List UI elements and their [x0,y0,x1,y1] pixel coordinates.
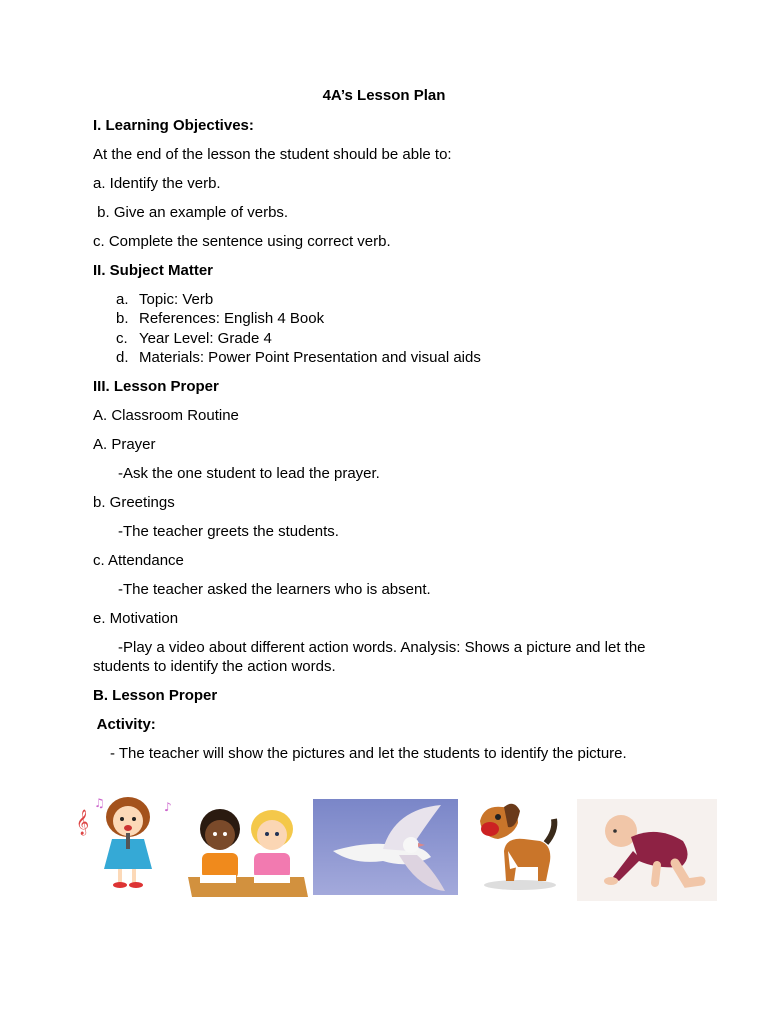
lesson-proper-heading: III. Lesson Proper [93,378,219,395]
barking-dog-image [474,801,564,893]
svg-text:♫: ♫ [94,796,105,810]
crawling-baby-image [577,799,717,901]
subject-matter-item [116,290,213,309]
greetings-heading: b. Greetings [93,494,175,511]
list-text: Year Level: Grade 4 [139,330,272,347]
svg-text:𝄞: 𝄞 [76,810,90,835]
attendance-text: -The teacher asked the learners who is absent. [118,581,431,598]
list-marker: d. [116,349,129,366]
subject-matter-heading: II. Subject Matter [93,262,214,279]
list-text: References: English 4 Book [139,310,325,327]
objective-item: c. Complete the sentence using correct verb. [93,233,391,250]
greetings-text: -The teacher greets the students. [118,523,339,540]
classroom-routine: A. Classroom Routine [93,407,239,424]
subject-matter-item [116,309,324,328]
subject-matter-item [116,329,272,348]
list-marker: b. [116,310,129,327]
picture-strip [0,785,768,910]
list-text: Materials: Power Point Presentation and visual aids [139,349,481,366]
writing-kids-image [188,803,308,899]
list-marker: c. [116,330,128,347]
subject-matter-item [116,348,481,367]
activity-text: - The teacher will show the pictures and let the students to identify the picture. [110,745,627,762]
lesson-proper-b-heading: B. Lesson Proper [93,687,218,704]
singing-girl-image [74,787,178,891]
objective-item: a. Identify the verb. [93,175,221,192]
motivation-text: -Play a video about different action words. Analysis: Shows a picture and let the students to identify the action words. [93,639,646,675]
attendance-heading: c. Attendance [93,552,184,569]
objectives-intro: At the end of the lesson the student should be able to: [93,146,452,163]
page-title: 4A’s Lesson Plan [322,87,446,104]
objectives-heading: I. Learning Objectives: [93,117,254,134]
svg-text:♪: ♪ [164,800,172,814]
motivation-heading: e. Motivation [93,610,179,627]
list-marker: a. [116,291,129,308]
activity-heading: Activity: [93,716,156,733]
flying-dove-image [313,799,458,895]
list-text: Topic: Verb [139,291,214,308]
prayer-text: -Ask the one student to lead the prayer. [118,465,380,482]
prayer-heading: A. Prayer [93,436,156,453]
objective-item: b. Give an example of verbs. [93,204,289,221]
